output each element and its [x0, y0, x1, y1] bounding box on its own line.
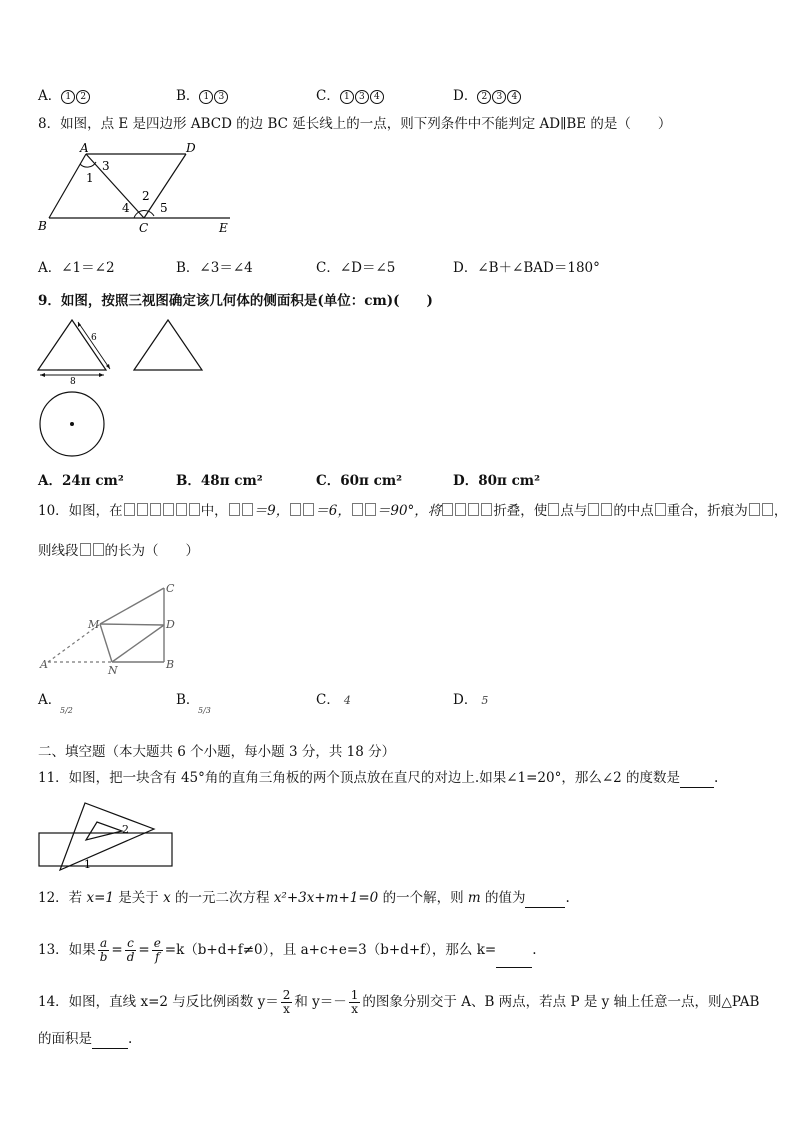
q8-angle-2: 2: [142, 189, 150, 203]
q8-option-d[interactable]: D．∠B＋∠BAD＝180°: [453, 260, 600, 276]
q13-fraction-a-b: $\frac{a}{b}$: [99, 936, 108, 964]
q8-angle-4: 4: [122, 201, 130, 215]
q10-stem-line2: 则线段 的长为（ ）: [38, 543, 199, 559]
q8-option-b[interactable]: B．∠3＝∠4: [176, 260, 253, 276]
q9-option-c[interactable]: C．60π cm²: [316, 473, 403, 489]
q9-side-label: 6: [91, 333, 97, 343]
q8-label-d: D: [186, 141, 196, 155]
q8-figure: [36, 140, 236, 235]
q10-label-b: B: [166, 658, 175, 671]
q13-fraction-e-f: $\frac{e}{f}$: [153, 936, 161, 964]
q9-front-view: [36, 316, 116, 386]
q10-option-b-value: 5/3: [198, 706, 211, 715]
q9-stem: 9．如图，按照三视图确定该几何体的侧面积是(单位：cm)( ): [38, 293, 433, 309]
q14-stem: 14．如图，直线 x=2 与反比例函数 y＝ $\frac{2}{x}$ 和 y＝－ $\frac{1}{x}$ 的图象分别交于 A、B 两点，若点 P 是 y 轴上任意一点，则△PAB: [38, 988, 760, 1016]
q9-top-view: [36, 390, 108, 462]
q14-fraction-2-x: $\frac{2}{x}$: [282, 988, 291, 1016]
q11-answer-blank[interactable]: [680, 769, 714, 788]
q10-option-a-value: 5/2: [60, 706, 73, 715]
q7-option-c[interactable]: C． 1 3 4: [316, 84, 385, 104]
q9-option-d[interactable]: D．80π cm²: [453, 473, 540, 489]
q8-label-b: B: [38, 219, 47, 233]
q8-label-a: A: [80, 141, 89, 155]
section-heading: 二、填空题（本大题共 6 个小题，每小题 3 分，共 18 分）: [38, 744, 396, 760]
q14-answer-blank[interactable]: [92, 1030, 128, 1049]
q10-label-a: A: [40, 658, 48, 671]
q8-option-c[interactable]: C．∠D＝∠5: [316, 260, 396, 276]
q11-angle-2: 2: [122, 823, 129, 836]
q14-stem-line2: 的面积是 .: [38, 1031, 133, 1047]
q10-option-a[interactable]: A．: [38, 692, 62, 708]
q9-option-a[interactable]: A．24π cm²: [38, 473, 124, 489]
q9-side-view: [130, 316, 210, 376]
q14-fraction-1-x: $\frac{1}{x}$: [350, 988, 359, 1016]
q8-label-c: C: [139, 221, 149, 235]
q7-option-d[interactable]: D． 2 3 4: [453, 84, 522, 104]
q10-label-d: D: [166, 618, 175, 631]
q10-option-d[interactable]: D． 5: [453, 692, 489, 708]
q10-stem: 10．如图，在 中， ＝9， ＝6， ＝90°，将 折叠，使 点与 的中点 重合，折痕为 ，: [38, 503, 788, 519]
q9-option-b[interactable]: B．48π cm²: [176, 473, 263, 489]
q11-figure: [38, 800, 178, 872]
q10-label-m: M: [88, 618, 100, 631]
q8-label-e: E: [219, 221, 228, 235]
q13-answer-blank[interactable]: [496, 933, 532, 968]
q7-option-a[interactable]: A． 1 2: [38, 84, 91, 104]
q10-figure: [36, 580, 186, 680]
q8-option-a[interactable]: A．∠1＝∠2: [38, 260, 115, 276]
q12-stem: 12．若 x=1 是关于 x 的一元二次方程 x²+3x+m+1=0 的一个解，则 m 的值为 .: [38, 890, 570, 906]
q8-angle-1: 1: [86, 171, 94, 185]
q13-stem: 13．如果 $\frac{a}{b}$ = $\frac{c}{d}$ = $\frac{e}{f}$ =k（b+d+f≠0），且 a+c+e=3（b+d+f），那么 k= .: [38, 933, 537, 968]
q8-stem: 8．如图，点 E 是四边形 ABCD 的边 BC 延长线上的一点，则下列条件中不能判定 AD∥BE 的是（ ）: [38, 116, 672, 132]
q8-angle-3: 3: [102, 159, 110, 173]
q13-fraction-c-d: $\frac{c}{d}$: [126, 936, 135, 964]
q11-stem: 11．如图，把一块含有 45°角的直角三角板的两个顶点放在直尺的对边上.如果∠1=20°，那么∠2 的度数是 .: [38, 770, 719, 786]
q12-answer-blank[interactable]: [525, 889, 565, 908]
q10-label-c: C: [166, 582, 175, 595]
q10-option-c[interactable]: C． 4: [316, 692, 351, 708]
q10-label-n: N: [108, 664, 118, 677]
q9-base-label: 8: [70, 377, 76, 386]
q10-option-b[interactable]: B．: [176, 692, 200, 708]
q7-option-b[interactable]: B． 1 3: [176, 84, 229, 104]
q8-angle-5: 5: [160, 201, 168, 215]
q11-angle-1: 1: [84, 858, 91, 871]
